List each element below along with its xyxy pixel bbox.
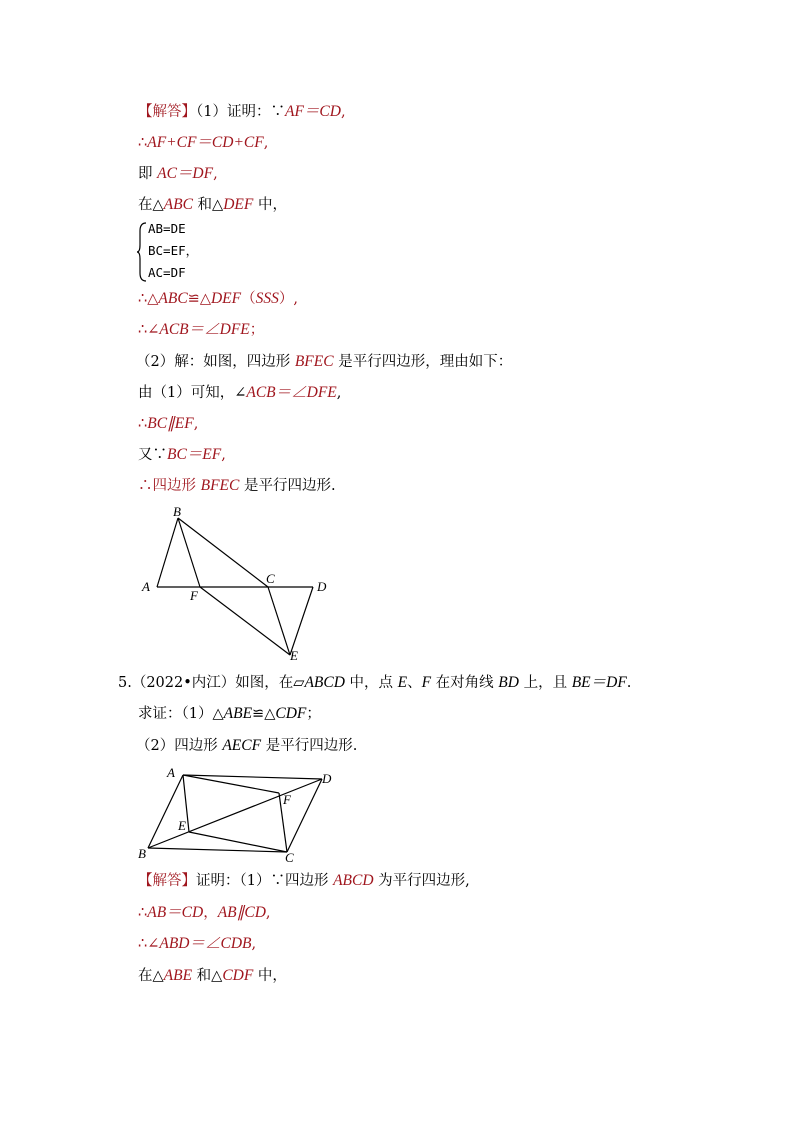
segment-ab <box>157 518 178 587</box>
brace-icon <box>136 221 148 283</box>
answer5-line-4: 在△ABE 和△CDF 中， <box>138 967 287 984</box>
label-f: F <box>190 588 198 603</box>
answer5-line-1: 【解答】证明：（1）∵四边形 ABCD 为平行四边形, <box>138 872 470 889</box>
problem-5-prove-2: （2）四边形 AECF 是平行四边形. <box>136 737 358 754</box>
figure-parallelogram-abcd <box>130 760 350 868</box>
equation-system <box>136 221 216 285</box>
system-row-3: AC=DF <box>148 265 186 280</box>
segment-fe <box>200 587 290 655</box>
segment-bd <box>148 779 322 848</box>
segment-dc <box>287 779 322 852</box>
label-a: A <box>142 579 150 594</box>
answer-line-8: 由（1）可知，∠ACB＝∠DFE, <box>138 384 342 401</box>
answer-tag: 【解答】 <box>138 104 196 120</box>
system-row-1: AB=DE <box>148 221 186 236</box>
segment-ce <box>268 587 290 655</box>
label-d: D <box>322 771 332 786</box>
label-c: C <box>266 571 275 586</box>
answer-line-1: 【解答】（1）证明：∵AF＝CD, <box>138 103 346 120</box>
segment-ab <box>148 775 183 848</box>
system-row-2: BC=EF， <box>148 243 199 258</box>
label-d: D <box>317 579 327 594</box>
answer-line-11: ∴四边形 BFEC 是平行四边形. <box>138 477 336 494</box>
answer-line-2: ∴AF+CF＝CD+CF, <box>138 134 269 151</box>
answer-line-3: 即 AC＝DF, <box>138 165 218 182</box>
segment-bc <box>148 848 287 852</box>
label-e: E <box>290 648 298 663</box>
answer-tag: 【解答】 <box>138 873 196 889</box>
segment-bc <box>178 518 268 587</box>
answer-line-4: 在△ABC 和△DEF 中， <box>138 196 287 213</box>
segment-bf <box>178 518 200 587</box>
figure-parallelogram-bfec <box>130 500 350 670</box>
label-b: B <box>138 846 146 861</box>
segment-ec <box>189 832 287 852</box>
answer-line-6: ∴∠ACB＝∠DFE； <box>138 321 265 338</box>
answer5-line-2: ∴AB＝CD，AB∥CD, <box>138 904 271 921</box>
answer5-line-3: ∴∠ABD＝∠CDB, <box>138 935 257 952</box>
label-c: C <box>285 850 294 865</box>
segment-de <box>290 587 313 655</box>
label-b: B <box>173 504 181 519</box>
label-f: F <box>283 792 291 807</box>
problem-5-prove-1: 求证：（1）△ABE≌△CDF； <box>138 705 321 722</box>
label-a: A <box>167 765 175 780</box>
answer-line-5: ∴△ABC≌△DEF（SSS）, <box>138 290 298 307</box>
answer-line-9: ∴BC∥EF, <box>138 415 199 432</box>
answer-line-7: （2）解：如图，四边形 BFEC 是平行四边形，理由如下： <box>136 353 513 370</box>
answer-line-10: 又∵BC＝EF, <box>138 446 226 463</box>
problem-5-statement: 5.（2022•内江）如图，在▱ABCD 中，点 E、F 在对角线 BD 上，且 BE＝DF. <box>118 674 632 691</box>
label-e: E <box>178 818 186 833</box>
